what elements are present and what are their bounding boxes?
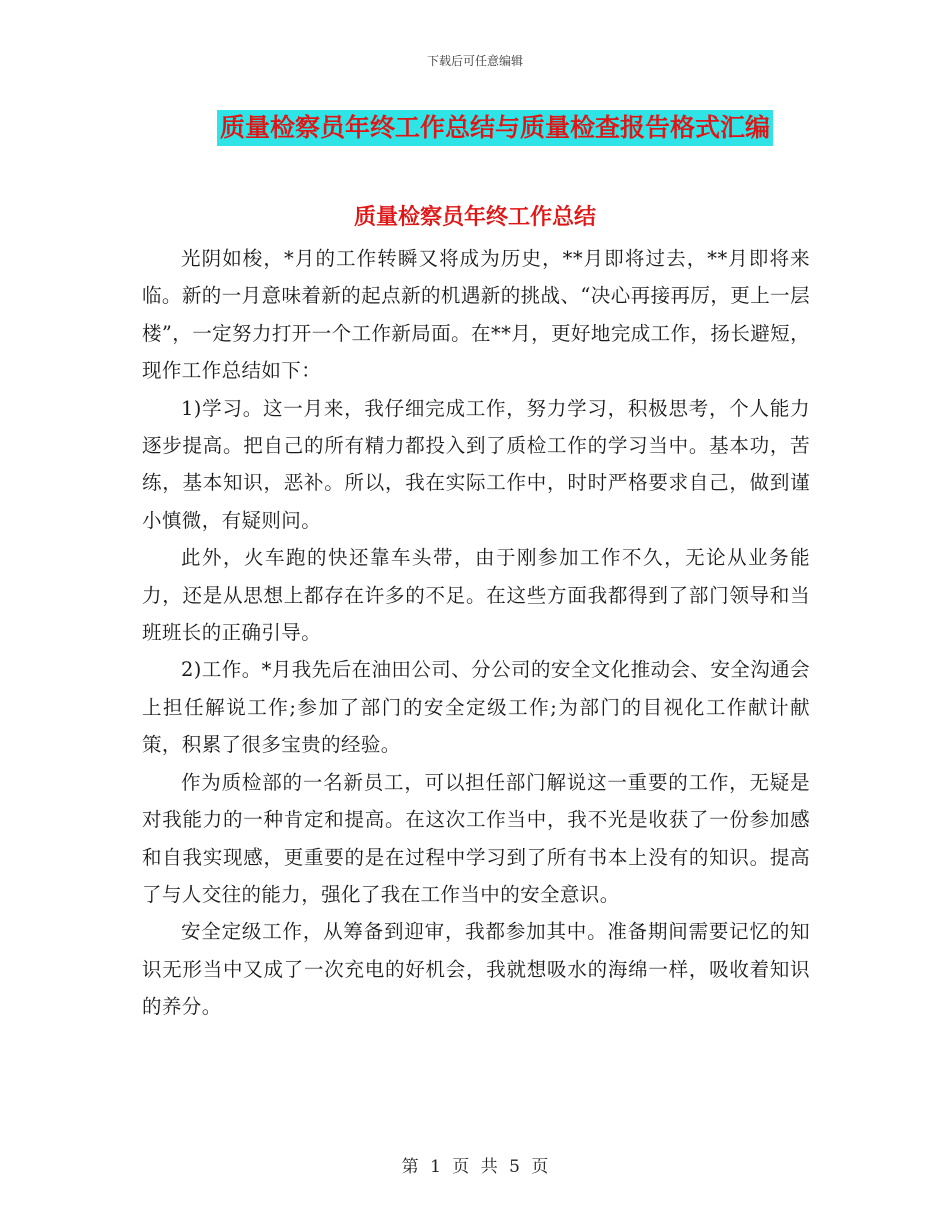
paragraph: 1)学习。这一月来，我仔细完成工作，努力学习，积极思考，个人能力逐步提高。把自己的所有精力都投入到了质检工作的学习当中。基本功，苦练，基本知识，恶补。所以，我在实际工作中，时时严格要求自己，做到谨小慎微，有疑则问。 — [142, 396, 810, 532]
paragraph: 此外，火车跑的快还靠车头带，由于刚参加工作不久，无论从业务能力，还是从思想上都存在许多的不足。在这些方面我都得到了部门领导和当班班长的正确引导。 — [142, 546, 810, 645]
paragraph: 安全定级工作，从筹备到迎审，我都参加其中。准备期间需要记忆的知识无形当中又成了一次充电的好机会，我就想吸水的海绵一样，吸收着知识的养分。 — [142, 920, 810, 1019]
paragraph: 2)工作。*月我先后在油田公司、分公司的安全文化推动会、安全沟通会上担任解说工作;参加了部门的安全定级工作;为部门的目视化工作献计献策，积累了很多宝贵的经验。 — [142, 658, 810, 757]
document-body — [142, 240, 810, 1026]
main-title-container — [0, 110, 950, 146]
main-title: 质量检察员年终工作总结与质量检查报告格式汇编 — [217, 110, 773, 146]
page-footer: 第 1 页 共 5 页 — [401, 1157, 549, 1177]
section-title: 质量检察员年终工作总结 — [353, 205, 596, 230]
header-note: 下载后可任意编辑 — [426, 54, 523, 68]
paragraph: 光阴如梭，*月的工作转瞬又将成为历史，**月即将过去，**月即将来临。新的一月意味着新的起点新的机遇新的挑战、“决心再接再厉，更上一层楼”，一定努力打开一个工作新局面。在**月，更好地完成工作，扬长避短，现作工作总结如下： — [142, 247, 810, 383]
paragraph: 作为质检部的一名新员工，可以担任部门解说这一重要的工作，无疑是对我能力的一种肯定和提高。在这次工作当中，我不光是收获了一份参加感和自我实现感，更重要的是在过程中学习到了所有书本上没有的知识。提高了与人交往的能力，强化了我在工作当中的安全意识。 — [142, 770, 810, 906]
